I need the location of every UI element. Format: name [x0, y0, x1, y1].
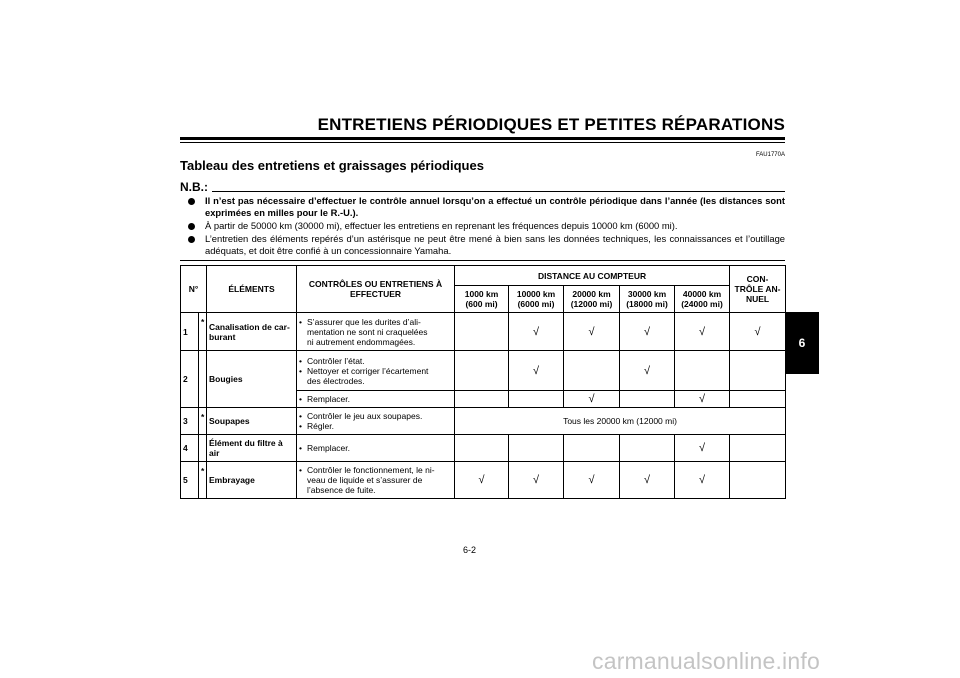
- check-cell-empty: [620, 435, 675, 462]
- element-name: Soupapes: [207, 408, 297, 435]
- check-cell-empty: [730, 462, 786, 499]
- note-item: [188, 195, 785, 219]
- row-number: 1: [181, 313, 199, 351]
- table-row: [181, 435, 786, 462]
- chapter-tab: 6: [785, 312, 819, 374]
- task-item: • Nettoyer et corriger l’écartement des électrodes.: [299, 366, 452, 386]
- header-distance-1000km: 1000 km (600 mi): [455, 286, 509, 313]
- asterisk-marker: [199, 435, 207, 462]
- task-item: • Régler.: [299, 421, 452, 431]
- nb-label: N.B.:: [180, 180, 208, 194]
- check-mark: √: [730, 313, 786, 351]
- task-cell: [297, 408, 455, 435]
- check-mark: √: [509, 462, 564, 499]
- table-row: [181, 408, 786, 435]
- header-distance-10000km: 10000 km (6000 mi): [509, 286, 564, 313]
- note-text: L’entretien des éléments repérés d’un astérisque ne peut être mené à bien sans les données techniques, les connaissances et l’outillage adéquats, et doit être confié à un concessionnaire Yamaha.: [205, 233, 785, 256]
- check-mark: √: [509, 313, 564, 351]
- task-item: • Remplacer.: [299, 443, 452, 453]
- nb-rule: [212, 191, 785, 192]
- task-item: • Contrôler le jeu aux soupapes.: [299, 411, 452, 421]
- watermark: carmanualsonline.info: [592, 648, 820, 674]
- table-row: [181, 462, 786, 499]
- table-row: [181, 351, 786, 391]
- element-name: Élément du filtre à air: [207, 435, 297, 462]
- interval-span-text: Tous les 20000 km (12000 mi): [455, 408, 786, 435]
- check-cell-empty: [455, 351, 509, 391]
- task-cell: [297, 435, 455, 462]
- table-row: [181, 313, 786, 351]
- element-name: Canalisation de car- burant: [207, 313, 297, 351]
- row-number: 5: [181, 462, 199, 499]
- check-mark: √: [675, 435, 730, 462]
- check-cell-empty: [509, 391, 564, 408]
- task-item: • Remplacer.: [299, 394, 452, 404]
- table-top-rule: [180, 260, 785, 261]
- check-cell-empty: [730, 435, 786, 462]
- check-cell-empty: [564, 435, 620, 462]
- check-cell-empty: [509, 435, 564, 462]
- asterisk-marker: *: [199, 408, 207, 435]
- section-title: Tableau des entretiens et graissages périodiques: [180, 158, 484, 173]
- asterisk-marker: [199, 351, 207, 408]
- header-distance-30000km: 30000 km (18000 mi): [620, 286, 675, 313]
- bullet-icon: [188, 198, 195, 205]
- check-mark: √: [675, 391, 730, 408]
- row-number: 4: [181, 435, 199, 462]
- reference-code: FAU1770A: [755, 152, 785, 158]
- check-mark: √: [620, 462, 675, 499]
- check-mark: √: [455, 462, 509, 499]
- element-name: Bougies: [207, 351, 297, 408]
- note-text: Il n’est pas nécessaire d’effectuer le contrôle annuel lorsqu’on a effectué un contrôle périodique dans l’année (les distances sont exprimées en milles pour le R.-U.).: [205, 195, 785, 218]
- header-distance: DISTANCE AU COMPTEUR: [455, 266, 730, 286]
- nb-notes: [188, 195, 785, 258]
- check-cell-empty: [455, 313, 509, 351]
- check-cell-empty: [455, 391, 509, 408]
- header-distance-20000km: 20000 km (12000 mi): [564, 286, 620, 313]
- task-cell: [297, 313, 455, 351]
- row-number: 3: [181, 408, 199, 435]
- header-elements: ÉLÉMENTS: [207, 266, 297, 313]
- task-cell: [297, 391, 455, 408]
- task-item: • Contrôler l’état.: [299, 356, 452, 366]
- asterisk-marker: *: [199, 462, 207, 499]
- check-mark: √: [620, 351, 675, 391]
- check-mark: √: [675, 313, 730, 351]
- check-cell-empty: [730, 391, 786, 408]
- check-mark: √: [620, 313, 675, 351]
- check-mark: √: [564, 313, 620, 351]
- check-cell-empty: [730, 351, 786, 391]
- check-mark: √: [675, 462, 730, 499]
- task-item: • Contrôler le fonctionnement, le ni- veau de liquide et s’assurer de l’absence de fuite.: [299, 465, 452, 495]
- bullet-icon: [188, 223, 195, 230]
- header-tasks: CONTRÔLES OU ENTRETIENS À EFFECTUER: [297, 266, 455, 313]
- page-title: ENTRETIENS PÉRIODIQUES ET PETITES RÉPARATIONS: [317, 115, 785, 134]
- maintenance-table: [180, 265, 786, 499]
- check-cell-empty: [620, 391, 675, 408]
- check-mark: √: [509, 351, 564, 391]
- task-cell: [297, 462, 455, 499]
- note-text: À partir de 50000 km (30000 mi), effectuer les entretiens en reprenant les fréquences depuis 10000 km (6000 mi).: [205, 220, 678, 231]
- check-cell-empty: [564, 351, 620, 391]
- check-cell-empty: [675, 351, 730, 391]
- header-annual-check: CON- TRÔLE AN- NUEL: [730, 266, 786, 313]
- page-number: 6-2: [463, 545, 477, 555]
- task-cell: [297, 351, 455, 391]
- element-name: Embrayage: [207, 462, 297, 499]
- title-rule-thick: [180, 137, 785, 140]
- note-item: [188, 220, 785, 232]
- task-item: • S’assurer que les durites d’ali- mentation ne sont ni craquelées ni autrement endommagées.: [299, 317, 452, 347]
- note-item: [188, 233, 785, 257]
- header-number: N°: [181, 266, 207, 313]
- check-mark: √: [564, 462, 620, 499]
- header-distance-40000km: 40000 km (24000 mi): [675, 286, 730, 313]
- check-cell-empty: [455, 435, 509, 462]
- title-rule-thin: [180, 142, 785, 143]
- bullet-icon: [188, 236, 195, 243]
- check-mark: √: [564, 391, 620, 408]
- row-number: 2: [181, 351, 199, 408]
- asterisk-marker: *: [199, 313, 207, 351]
